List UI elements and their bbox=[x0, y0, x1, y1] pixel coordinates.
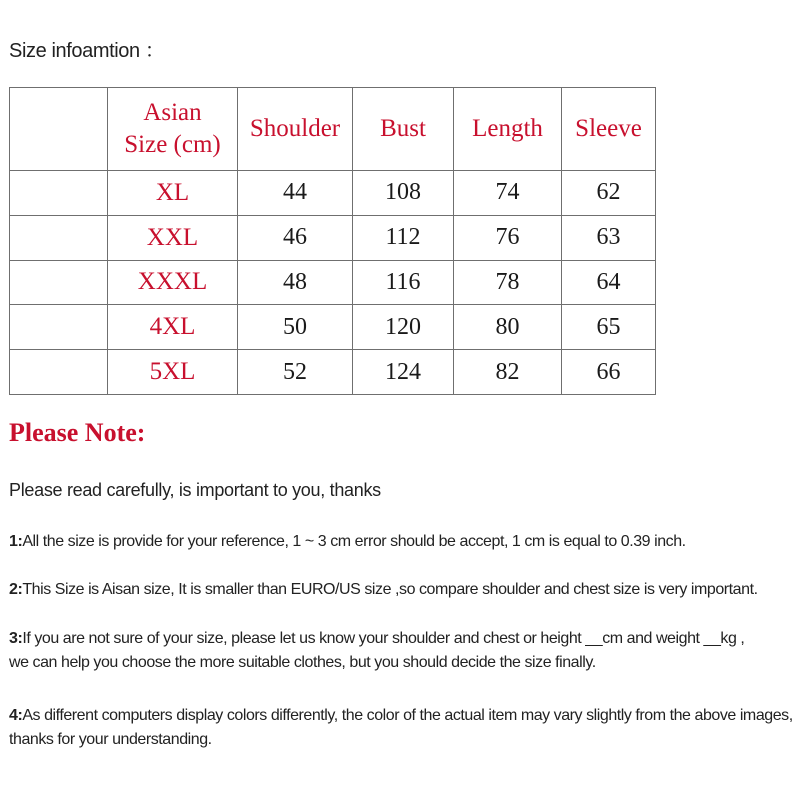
length-cell: 76 bbox=[454, 215, 562, 260]
header-asian-size-label: Asian Size (cm) bbox=[124, 99, 221, 158]
sleeve-cell: 62 bbox=[562, 171, 656, 216]
header-cell-empty bbox=[10, 88, 108, 171]
note-text: All the size is provide for your reference, 1 ~ 3 cm error should be accept, 1 cm is equal to 0.39 inch. bbox=[22, 533, 686, 550]
note-item-1 bbox=[9, 530, 799, 554]
sleeve-cell: 63 bbox=[562, 215, 656, 260]
note-line bbox=[9, 651, 799, 675]
bust-cell: 116 bbox=[353, 260, 454, 305]
shoulder-cell: 48 bbox=[238, 260, 353, 305]
notes-intro: Please read carefully, is important to you, thanks bbox=[9, 480, 381, 500]
bust-cell: 124 bbox=[353, 350, 454, 395]
note-line bbox=[9, 530, 799, 554]
bust-cell: 120 bbox=[353, 305, 454, 350]
sleeve-cell: 64 bbox=[562, 260, 656, 305]
size-chart-table bbox=[9, 87, 656, 395]
sleeve-cell: 65 bbox=[562, 305, 656, 350]
note-line bbox=[9, 578, 799, 602]
note-item-3 bbox=[9, 627, 799, 675]
note-text: This Size is Aisan size, It is smaller than EURO/US size ,so compare shoulder and chest size is very important. bbox=[22, 581, 758, 598]
size-cell: XL bbox=[108, 171, 238, 216]
shoulder-cell: 44 bbox=[238, 171, 353, 216]
table-row bbox=[10, 350, 656, 395]
note-line bbox=[9, 627, 799, 651]
header-shoulder: Shoulder bbox=[238, 88, 353, 171]
note-line bbox=[9, 728, 799, 752]
length-cell: 74 bbox=[454, 171, 562, 216]
note-number: 4: bbox=[9, 707, 23, 724]
table-header-row bbox=[10, 88, 656, 171]
shoulder-cell: 52 bbox=[238, 350, 353, 395]
row-blank-cell bbox=[10, 350, 108, 395]
header-bust: Bust bbox=[353, 88, 454, 171]
length-cell: 78 bbox=[454, 260, 562, 305]
note-text: thanks for your understanding. bbox=[9, 731, 212, 748]
header-length: Length bbox=[454, 88, 562, 171]
table-row bbox=[10, 260, 656, 305]
note-item-4 bbox=[9, 704, 799, 752]
length-cell: 82 bbox=[454, 350, 562, 395]
note-number: 3: bbox=[9, 630, 23, 647]
page-title: Size infoamtion ： bbox=[9, 40, 165, 62]
header-asian-size bbox=[108, 88, 238, 171]
note-line bbox=[9, 704, 799, 728]
size-cell: XXXL bbox=[108, 260, 238, 305]
shoulder-cell: 50 bbox=[238, 305, 353, 350]
please-note-heading: Please Note: bbox=[9, 418, 146, 447]
row-blank-cell bbox=[10, 215, 108, 260]
length-cell: 80 bbox=[454, 305, 562, 350]
row-blank-cell bbox=[10, 260, 108, 305]
note-text: If you are not sure of your size, please let us know your shoulder and chest or height __cm and weight __kg , bbox=[22, 630, 745, 647]
size-cell: 5XL bbox=[108, 350, 238, 395]
note-number: 1: bbox=[9, 533, 23, 550]
shoulder-cell: 46 bbox=[238, 215, 353, 260]
header-sleeve: Sleeve bbox=[562, 88, 656, 171]
size-cell: XXL bbox=[108, 215, 238, 260]
bust-cell: 112 bbox=[353, 215, 454, 260]
table-row bbox=[10, 171, 656, 216]
table-row bbox=[10, 305, 656, 350]
sleeve-cell: 66 bbox=[562, 350, 656, 395]
row-blank-cell bbox=[10, 171, 108, 216]
note-text: As different computers display colors differently, the color of the actual item may vary slightly from the above images, bbox=[22, 707, 793, 724]
bust-cell: 108 bbox=[353, 171, 454, 216]
note-text: we can help you choose the more suitable clothes, but you should decide the size finally. bbox=[9, 654, 596, 671]
note-number: 2: bbox=[9, 581, 23, 598]
row-blank-cell bbox=[10, 305, 108, 350]
size-cell: 4XL bbox=[108, 305, 238, 350]
table-row bbox=[10, 215, 656, 260]
note-item-2 bbox=[9, 578, 799, 602]
